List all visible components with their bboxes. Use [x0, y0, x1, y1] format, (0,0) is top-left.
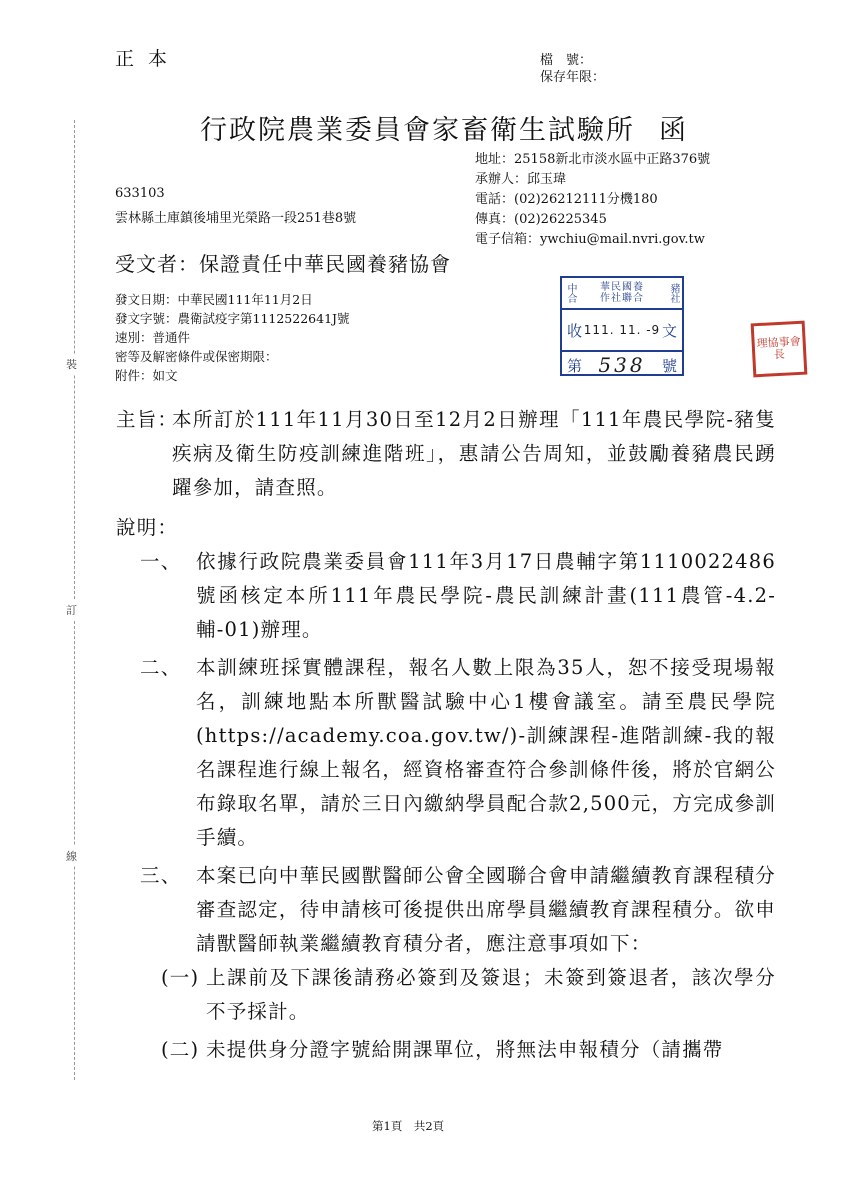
stamp-org-line2: 作社聯合 — [600, 293, 644, 304]
explain-item-2 — [140, 651, 776, 855]
subitem-text: 上課前及下課後請務必簽到及簽退；未簽到簽退者，該次學分不予採計。 — [206, 966, 776, 1023]
document-body — [116, 403, 776, 1067]
agency-name: 行政院農業委員會家畜衛生試驗所 — [200, 115, 635, 146]
received-stamp — [560, 276, 684, 376]
recipient-postcode: 633103 — [115, 186, 165, 201]
issue-date: 發文日期：中華民國111年11月2日 — [115, 292, 313, 307]
subitem-text: 未提供身分證字號給開課單位，將無法申報積分（請攜帶 — [206, 1038, 724, 1061]
document-meta — [115, 290, 350, 385]
explain-subitem-1 — [161, 961, 776, 1029]
item-label: 三、 — [140, 864, 182, 887]
contact-email: 電子信箱：ywchiu@mail.nvri.gov.tw — [475, 232, 705, 247]
document-title — [200, 108, 688, 147]
stamp-left-top: 中合 — [565, 283, 576, 303]
explain-label: 說明： — [116, 516, 179, 539]
doc-number: 發文字號：農衛試疫字第1112522641J號 — [115, 311, 350, 326]
stamp-org — [600, 282, 644, 304]
subject — [116, 403, 776, 505]
binding-char-xian: 線 — [66, 846, 77, 866]
recipient-address: 雲林縣土庫鎮後埔里光榮路一段251巷8號 — [115, 211, 357, 226]
stamp-number: 538 — [598, 353, 646, 377]
item-text: 依據行政院農業委員會111年3月17日農輔字第1110022486號函核定本所111年農民學院-農民訓練計畫(111農管-4.2-輔-01)辦理。 — [196, 550, 776, 641]
subject-text: 本所訂於111年11月30日至12月2日辦理「111年農民學院-豬隻疾病及衛生防疫訓練進階班」，惠請公告周知，並鼓勵養豬農民踴躍參加，請查照。 — [172, 408, 776, 499]
subitem-label: (二) — [161, 1038, 200, 1061]
file-number-label: 檔 號： — [540, 53, 593, 68]
item-text: 本訓練班採實體課程，報名人數上限為35人，恕不接受現場報名，訓練地點本所獸醫試驗中心1樓會議室。請至農民學院(https://academy.coa.gov.tw/)-訓練課程-進階訓練-我的報名課程進行線上報名，經資格審查符合參訓條件後，將於官網公布錄取名單，請於三日內繳納學員配合款2,500元，方完成參訓手續。 — [196, 656, 776, 849]
delivery-speed: 速別：普通件 — [115, 330, 191, 345]
contact-block — [475, 150, 710, 250]
stamp-right-top: 豬社 — [668, 283, 679, 303]
stamp-doc: 文 — [661, 321, 677, 340]
stamp-date: 111. 11. -9 — [583, 323, 661, 337]
stamp-no-suffix: 號 — [661, 356, 677, 375]
stamp-no-prefix: 第 — [567, 356, 583, 375]
retention-label: 保存年限： — [540, 70, 606, 85]
explain-item-1 — [140, 545, 776, 647]
contact-officer: 承辦人：邱玉瑋 — [475, 172, 567, 187]
recipient: 受文者：保證責任中華民國養豬協會 — [115, 252, 451, 276]
item-label: 一、 — [140, 550, 182, 573]
subitem-label: (一) — [161, 966, 200, 989]
subject-label: 主旨： — [116, 408, 179, 431]
stamp-received: 收 — [567, 321, 583, 340]
binding-char-ding: 訂 — [66, 600, 77, 620]
doc-kind: 函 — [659, 115, 688, 146]
contact-address: 地址：25158新北市淡水區中正路376號 — [475, 152, 711, 167]
contact-fax: 傳真：(02)26225345 — [475, 212, 607, 227]
secrecy-level: 密等及解密條件或保密期限： — [115, 349, 278, 364]
stamp-org-line1: 華民國養 — [600, 282, 644, 293]
item-label: 二、 — [140, 656, 182, 679]
binding-char-zhuang: 裝 — [66, 354, 77, 374]
page-footer: 第1頁 共2頁 — [372, 1119, 445, 1133]
red-seal: 理協事會長 — [751, 321, 808, 378]
explain-subitem-2 — [161, 1033, 776, 1067]
file-meta — [540, 52, 605, 86]
copy-mark: 正本 — [115, 48, 182, 70]
item-text: 本案已向中華民國獸醫師公會全國聯合會申請繼續教育課程積分審查認定，待申請核可後提供出席學員繼續教育課程積分。欲申請獸醫師執業繼續教育積分者，應注意事項如下： — [196, 864, 776, 955]
explain-item-3 — [140, 859, 776, 961]
attachment: 附件：如文 — [115, 368, 178, 383]
contact-phone: 電話：(02)26212111分機180 — [475, 192, 658, 207]
